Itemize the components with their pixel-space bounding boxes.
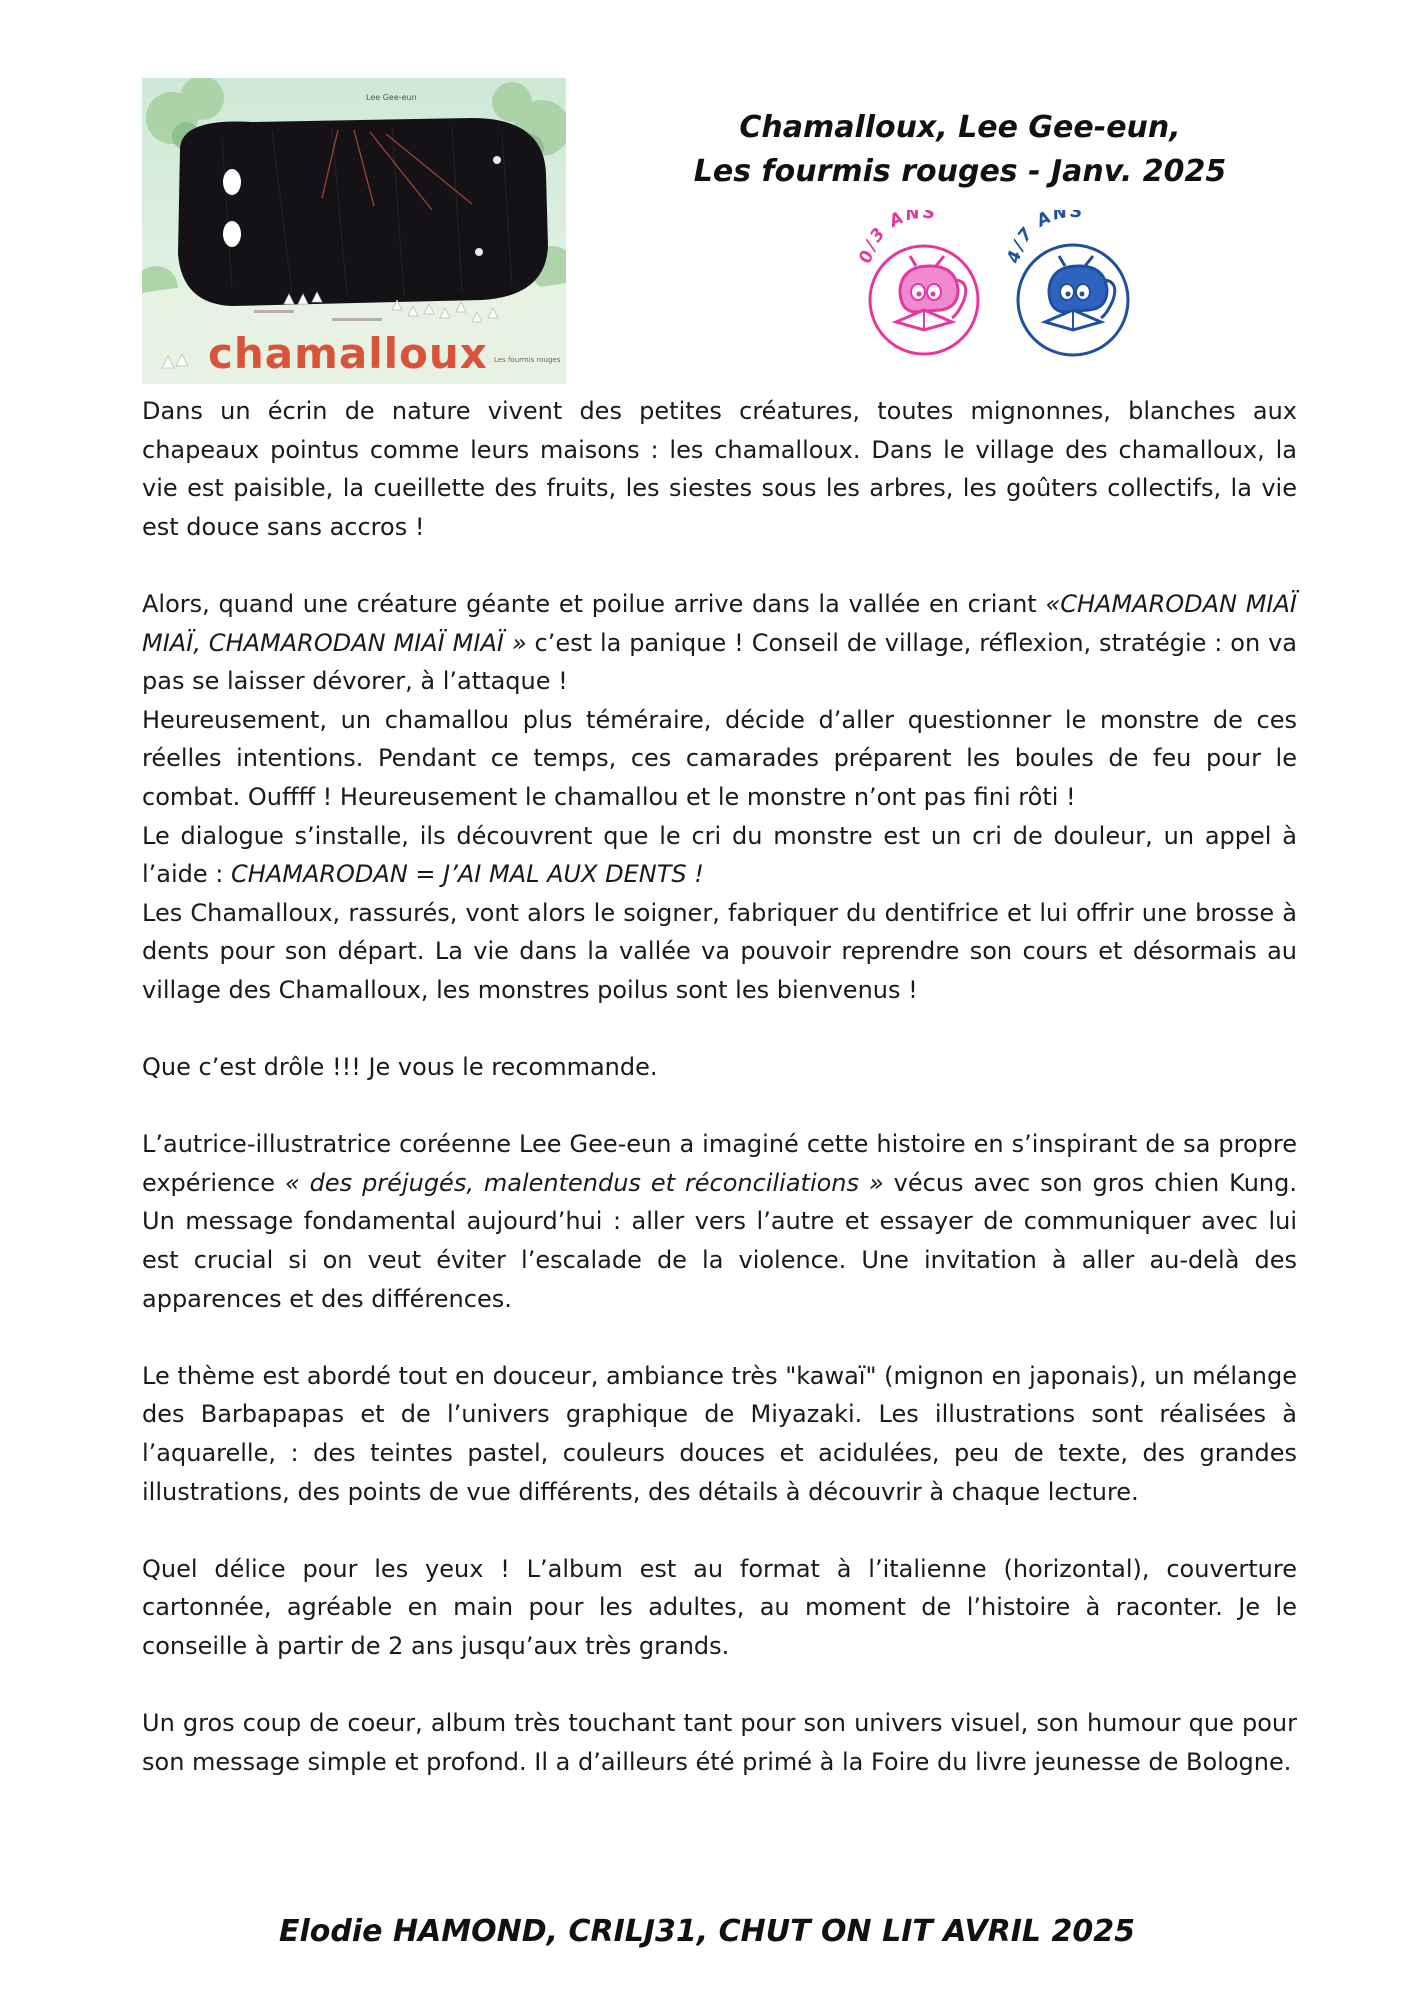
age-badge-4-7 <box>1004 210 1142 358</box>
cover-author: Lee Gee-eun <box>366 93 417 102</box>
cover-publisher: Les fourmis rouges <box>494 356 561 364</box>
story-cry: «CHAMARODAN MIAÏ MIAÏ, CHAMARODAN MIAÏ MIAÏ » <box>142 589 1297 657</box>
title-line-1: Chamalloux, Lee Gee-eun, <box>739 110 1181 145</box>
story-meaning: CHAMARODAN = J’AI MAL AUX DENTS ! <box>231 860 704 889</box>
age-badge-0-3-label: 0/3 ANS <box>856 210 939 266</box>
review-title <box>660 106 1260 194</box>
review-body <box>142 392 1297 1820</box>
age-badge-4-7-label: 4/7 ANS <box>1004 210 1086 266</box>
paragraph-intro: Dans un écrin de nature vivent des petites créatures, toutes mignonnes, blanches aux chapeaux pointus comme leurs maisons : les chamalloux. Dans le village des chamalloux, la vie est paisible, la cueillette des fruits, les siestes sous les arbres, les goûters collectifs, la vie est douce sans accros ! <box>142 397 1297 541</box>
paragraph-format: Quel délice pour les yeux ! L’album est au format à l’italienne (horizontal), couverture cartonnée, agréable en main pour les adultes, au moment de l’histoire à raconter. Je le conseille à partir de 2 ans jusqu’aux très grands. <box>142 1554 1297 1660</box>
story-line-e <box>142 817 1297 894</box>
paragraph-recommend: Que c’est drôle !!! Je vous le recommande. <box>142 1053 658 1082</box>
story-text-c: c’est la panique ! Conseil de village, réflexion, stratégie : on va pas se laisser dévorer, à l’attaque ! <box>142 628 1297 696</box>
author-text-a: L’autrice-illustratrice coréenne Lee Gee-eun a imaginé cette histoire en s’inspirant de sa propre expérience <box>142 1130 1297 1197</box>
author-text-c: vécus avec son gros chien Kung. Un message fondamental aujourd’hui : aller vers l’autre et essayer de communiquer avec lui est crucial si on veut éviter l’escalade de la violence. Une invitation à aller au-delà des apparences et des différences. <box>142 1168 1297 1313</box>
signature: Elodie HAMOND, CRILJ31, CHUT ON LIT AVRIL 2025 <box>279 1914 1135 1949</box>
title-line-2: Les fourmis rouges - Janv. 2025 <box>693 154 1227 189</box>
cover-title: chamalloux <box>208 329 488 378</box>
paragraph-conclusion: Un gros coup de coeur, album très touchant tant pour son univers visuel, son humour que pour son message simple et profond. Il a d’ailleurs été primé à la Foire du livre jeunesse de Bologne. <box>142 1709 1297 1776</box>
paragraph-story <box>142 585 1297 1010</box>
story-text-a: Alors, quand une créature géante et poilue arrive dans la vallée en criant <box>142 589 1046 618</box>
age-badge-0-3 <box>856 210 992 358</box>
story-text-d: Heureusement, un chamallou plus téméraire, décide d’aller questionner le monstre de ces réelles intentions. Pendant ce temps, ces camarades préparent les boules de feu pour le combat. Ouffff ! Heureusement le chamallou et le monstre n’ont pas fini rôti ! <box>142 705 1297 811</box>
paragraph-author <box>142 1125 1297 1318</box>
story-text-g: Les Chamalloux, rassurés, vont alors le soigner, fabriquer du dentifrice et lui offrir une brosse à dents pour son départ. La vie dans la vallée va pouvoir reprendre son cours et désormais au village des Chamalloux, les monstres poilus sont les bienvenus ! <box>142 898 1297 1004</box>
story-text-e: Le dialogue s’installe, ils découvrent que le cri du monstre est un cri de douleur, un appel à l’aide : <box>142 821 1297 889</box>
author-quote: « des préjugés, malentendus et réconciliations » <box>284 1168 884 1197</box>
paragraph-style: Le thème est abordé tout en douceur, ambiance très "kawaï" (mignon en japonais), un mélange des Barbapapas et de l’univers graphique de Miyazaki. Les illustrations sont réalisées à l’aquarelle, : des teintes pastel, couleurs douces et acidulées, peu de texte, des grandes illustrations, des points de vue différents, des détails à découvrir à chaque lecture. <box>142 1361 1297 1506</box>
book-cover-image <box>142 78 566 384</box>
